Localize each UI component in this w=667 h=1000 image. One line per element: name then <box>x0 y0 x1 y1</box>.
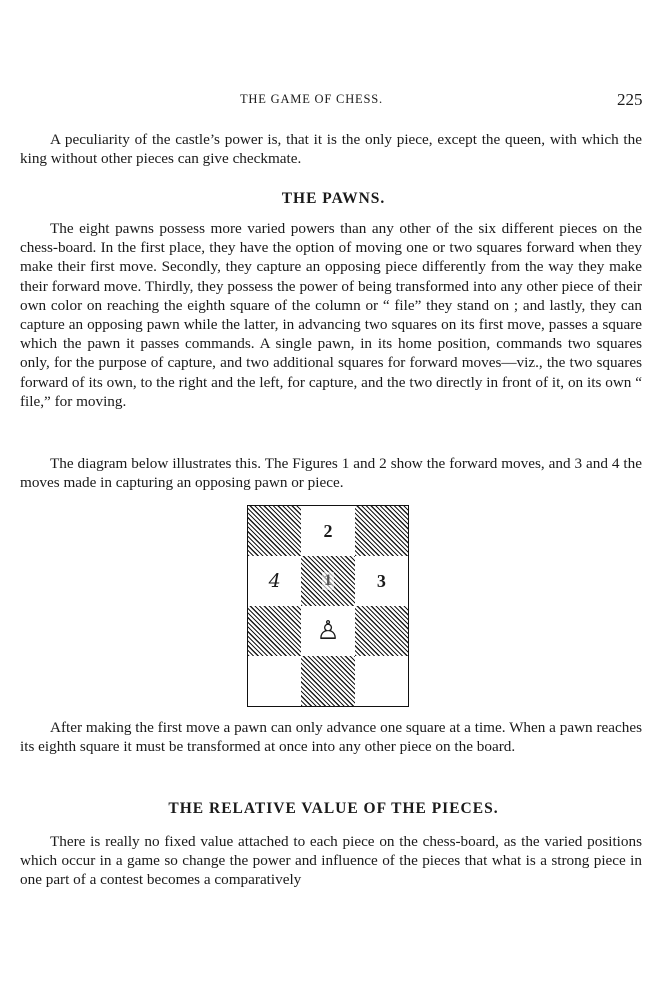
board-square <box>355 556 408 606</box>
label-forward-one: 1 <box>323 572 332 589</box>
label-capture-right: 3 <box>376 570 386 591</box>
page-number: 225 <box>617 90 643 109</box>
running-title: THE GAME OF CHESS. <box>240 92 383 106</box>
label-forward-two: 2 <box>323 520 333 541</box>
board-square <box>301 656 354 706</box>
after-diagram-paragraph: After making the first move a pawn can only advance one square at a time. When a pawn reaches its eighth square it must be transformed at once into any other piece on the board. <box>20 719 642 756</box>
board-square <box>248 656 301 706</box>
board-square <box>248 506 301 556</box>
intro-paragraph: A peculiarity of the castle’s power is, that it is the only piece, except the queen, with which the king without other pieces can give checkmate. <box>20 131 642 168</box>
heading-pawns: THE PAWNS. <box>281 190 386 207</box>
board-square <box>248 606 301 656</box>
pawns-paragraph: The eight pawns possess more varied powers than any other of the six different pieces on the chess-board. In the first place, they have the option of moving one or two squares forward when they make their first move. Secondly, they capture an opposing piece differently from the way they make their forward move. Thirdly, they possess the power of being transformed into any other piece of their own color on reaching the eighth square of the column or “ file” they stand on ; and lastly, they can capture an opposing pawn while the latter, in advancing two squares on its first move, passes a square which the pawn it passes commands. A single pawn, in its home position, commands two squares only, for the purpose of capture, and two additional squares for forward moves—viz., the two squares forward of its own, to the right and the left, for capture, and the two directly in front of it, on its own “ file,” for moving. <box>20 220 642 410</box>
pawn-moves-diagram <box>247 505 409 707</box>
relative-value-paragraph: There is really no fixed value attached to each piece on the chess-board, as the varied positions which occur in a game so change the power and influence of the pieces that what is a strong piece in one part of a contest becomes a comparatively <box>20 833 642 889</box>
page-header <box>0 92 667 112</box>
diagram-intro-paragraph: The diagram below illustrates this. The Figures 1 and 2 show the forward moves, and 3 and 4 the moves made in capturing an opposing pawn or piece. <box>20 455 642 492</box>
board-square <box>355 606 408 656</box>
board-square <box>355 506 408 556</box>
white-pawn-icon: ♙ <box>316 616 340 646</box>
board-square <box>355 656 408 706</box>
board-square <box>301 556 354 606</box>
label-capture-left: 4 <box>268 570 281 592</box>
board-square <box>248 556 301 606</box>
heading-relative-value: THE RELATIVE VALUE OF THE PIECES. <box>168 800 499 817</box>
board-square <box>301 506 354 556</box>
board-square <box>301 606 354 656</box>
